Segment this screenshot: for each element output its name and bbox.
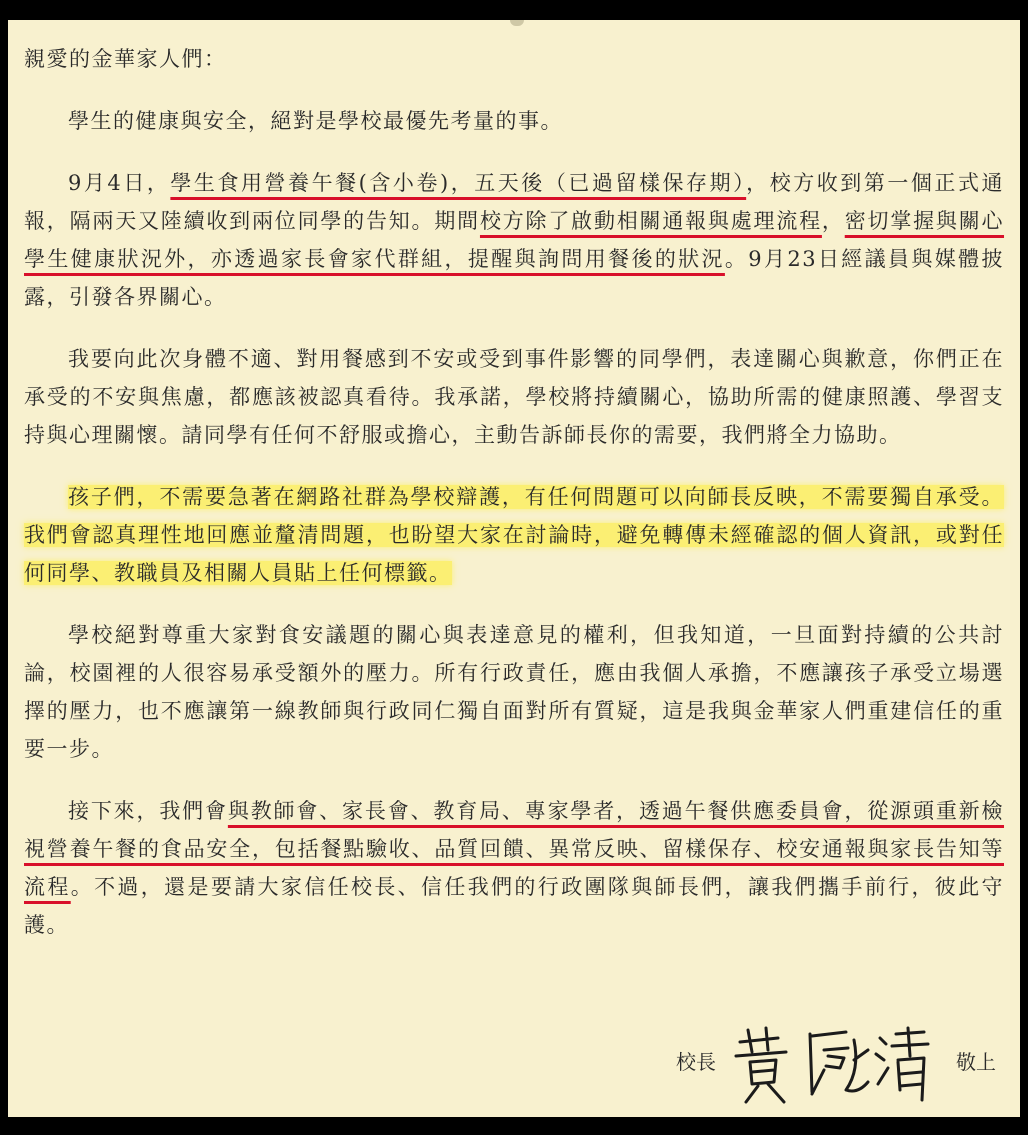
closing-salutation: 敬上 <box>956 1050 996 1074</box>
paragraph-next-steps <box>24 792 1004 944</box>
media-disclosure-text: 。9月23日經議員與媒體披露，引發各界關心。 <box>24 247 1004 309</box>
paragraph-to-children <box>24 478 1004 592</box>
handwritten-signature <box>728 1020 938 1110</box>
letter-body <box>24 40 1004 968</box>
principal-title: 校長 <box>676 1050 716 1074</box>
underlined-review-plan: 與教師會、家長會、教育局、專家學者，透過午餐供應委員會，從源頭重新檢視營養午餐的食品安全，包括餐點驗收、品質回饋、異常反映、留樣保存、校安通報與家長告知等流程 <box>24 799 1005 899</box>
underlined-health-monitoring: 密切掌握與關心學生健康狀況外，亦透過家長會家代群組，提醒與詢問用餐後的狀況 <box>24 209 1005 271</box>
highlighted-children-message: 孩子們，不需要急著在網路社群為學校辯護，有任何問題可以向師長反映，不需要獨自承受。我們會認真理性地回應並釐清問題，也盼望大家在討論時，避免轉傳未經確認的個人資訊，或對任何同學、教職員及相關人員貼上任何標籤。 <box>24 485 1004 585</box>
letter-greeting: 親愛的金華家人們： <box>24 47 227 71</box>
next-steps-intro: 接下來，我們會 <box>68 799 228 823</box>
incident-report-text: ，校方收到第一個正式通報，隔兩天又陸續收到兩位同學的告知。期間 <box>24 171 1004 233</box>
page-top-notch <box>510 20 524 26</box>
paragraph-responsibility: 學校絕對尊重大家對食安議題的關心與表達意見的權利，但我知道，一旦面對持續的公共討論，校園裡的人很容易承受額外的壓力。所有行政責任，應由我個人承擔，不應讓孩子承受立場選擇的壓力，也不應讓第一線教師與行政同仁獨自面對所有質疑，這是我與金華家人們重建信任的重要一步。 <box>24 623 1004 761</box>
signature-block <box>668 1020 1008 1110</box>
paragraph-apology: 我要向此次身體不適、對用餐感到不安或受到事件影響的同學們，表達關心與歉意，你們正在承受的不安與焦慮，都應該被認真看待。我承諾，學校將持續關心，協助所需的健康照護、學習支持與心理關懷。請同學有任何不舒服或擔心，主動告訴師長你的需要，我們將全力協助。 <box>24 347 1004 447</box>
letter-page <box>8 20 1020 1117</box>
underlined-lunch-note: 學生食用營養午餐(含小卷)，五天後（已過留樣保存期） <box>170 171 747 195</box>
paragraph-incident-timeline <box>24 164 1004 316</box>
paragraph-priority: 學生的健康與安全，絕對是學校最優先考量的事。 <box>68 109 563 133</box>
closing-request-text: 。不過，還是要請大家信任校長、信任我們的行政團隊與師長們，讓我們攜手前行，彼此守護。 <box>24 875 1005 937</box>
comma-text: ， <box>821 209 845 233</box>
underlined-reporting-process: 校方除了啟動相關通報與處理流程 <box>479 209 822 233</box>
incident-date-text: 9月4日， <box>68 171 171 195</box>
